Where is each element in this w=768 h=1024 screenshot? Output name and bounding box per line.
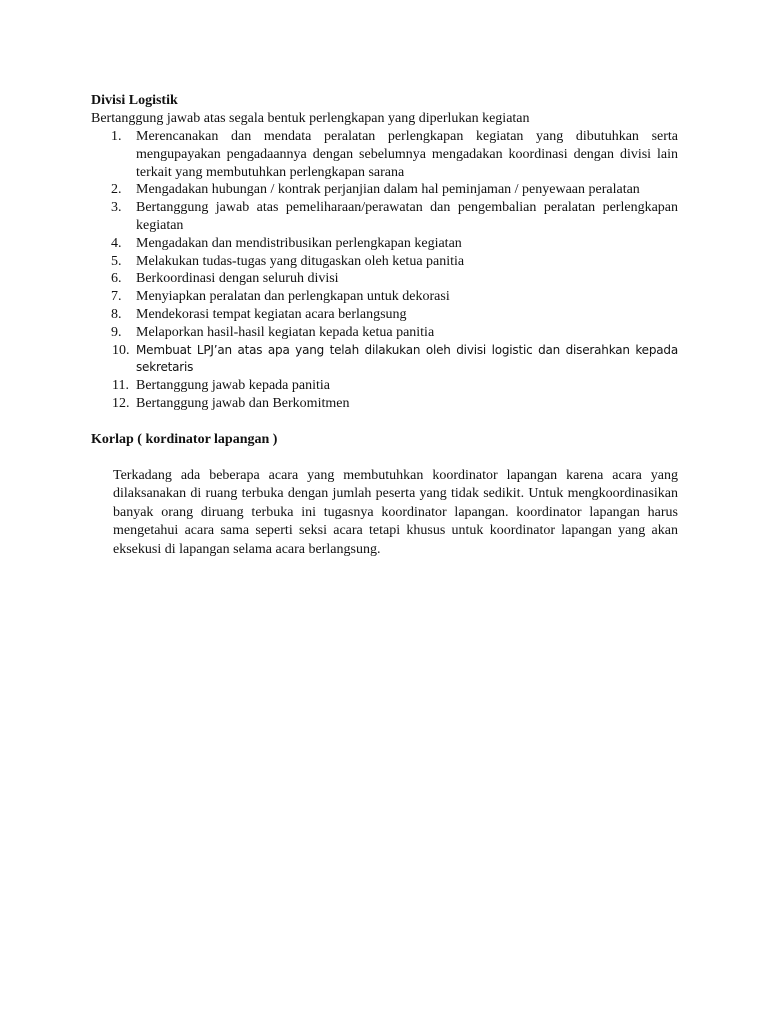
- document-page: [91, 92, 678, 559]
- list-item: [91, 253, 678, 271]
- list-item-number: 4.: [111, 235, 122, 251]
- korlap-heading: Korlap ( kordinator lapangan ): [91, 431, 278, 447]
- list-item-text: Mendekorasi tempat kegiatan acara berlangsung: [136, 306, 407, 322]
- list-item-number: 1.: [111, 129, 122, 144]
- list-item-text: Bertanggung jawab dan Berkomitmen: [136, 395, 350, 411]
- list-item-number: 8.: [111, 306, 122, 322]
- list-item-number: 11.: [112, 378, 129, 394]
- list-item-text: Membuat LPJ’an atas apa yang telah dilakukan oleh divisi logistic dan diserahkan kepada sekretaris: [136, 342, 678, 375]
- list-item: [91, 395, 678, 413]
- list-item-text: Berkoordinasi dengan seluruh divisi: [136, 271, 339, 287]
- list-item-number: 12.: [112, 395, 130, 411]
- divisi-logistik-list: [91, 128, 678, 413]
- list-item: [91, 324, 678, 342]
- list-item-text: Bertanggung jawab atas pemeliharaan/perawatan dan pengembalian peralatan perlengkapan kegiatan: [136, 200, 678, 233]
- list-item-number: 2.: [111, 182, 122, 198]
- list-item-text: Mengadakan dan mendistribusikan perlengkapan kegiatan: [136, 235, 462, 251]
- list-item: [91, 377, 678, 395]
- list-item: [91, 199, 678, 235]
- list-item: [91, 306, 678, 324]
- list-item-number: 7.: [111, 289, 122, 305]
- list-item: [91, 342, 678, 378]
- divisi-logistik-intro: Bertanggung jawab atas segala bentuk perlengkapan yang diperlukan kegiatan: [91, 111, 530, 126]
- list-item-text: Merencanakan dan mendata peralatan perlengkapan kegiatan yang dibutuhkan serta mengupayakan pengadaannya dengan sebelumnya mengadakan koordinasi dengan divisi lain terkait yang membutuhkan perlengkapan sarana: [136, 129, 678, 180]
- divisi-logistik-heading: Divisi Logistik: [91, 93, 178, 108]
- korlap-section: [91, 431, 678, 560]
- korlap-paragraph: Terkadang ada beberapa acara yang membutuhkan koordinator lapangan karena acara yang dilaksanakan di ruang terbuka dengan jumlah peserta yang tidak sedikit. Untuk mengkoordinasikan banyak orang diruang terbuka ini tugasnya koordinator lapangan. koordinator lapangan harus mengetahui acara sama seperti seksi acara tetapi khusus untuk koordinator lapangan yang akan eksekusi di lapangan selama acara berlangsung.: [113, 467, 678, 557]
- list-item-text: Menyiapkan peralatan dan perlengkapan untuk dekorasi: [136, 289, 450, 305]
- list-item: [91, 235, 678, 253]
- list-item-number: 9.: [111, 324, 122, 340]
- list-item: [91, 288, 678, 306]
- list-item-number: 6.: [111, 271, 122, 287]
- list-item-text: Melakukan tudas-tugas yang ditugaskan oleh ketua panitia: [136, 253, 465, 269]
- list-item-number: 3.: [111, 200, 122, 216]
- list-item: [91, 270, 678, 288]
- list-item-number: 10.: [112, 342, 130, 358]
- list-item-text: Mengadakan hubungan / kontrak perjanjian dalam hal peminjaman / penyewaan peralatan: [136, 182, 640, 198]
- list-item: [91, 128, 678, 181]
- list-item-text: Melaporkan hasil-hasil kegiatan kepada ketua panitia: [136, 324, 435, 340]
- list-item-number: 5.: [111, 253, 122, 269]
- list-item: [91, 181, 678, 199]
- list-item-text: Bertanggung jawab kepada panitia: [136, 378, 330, 394]
